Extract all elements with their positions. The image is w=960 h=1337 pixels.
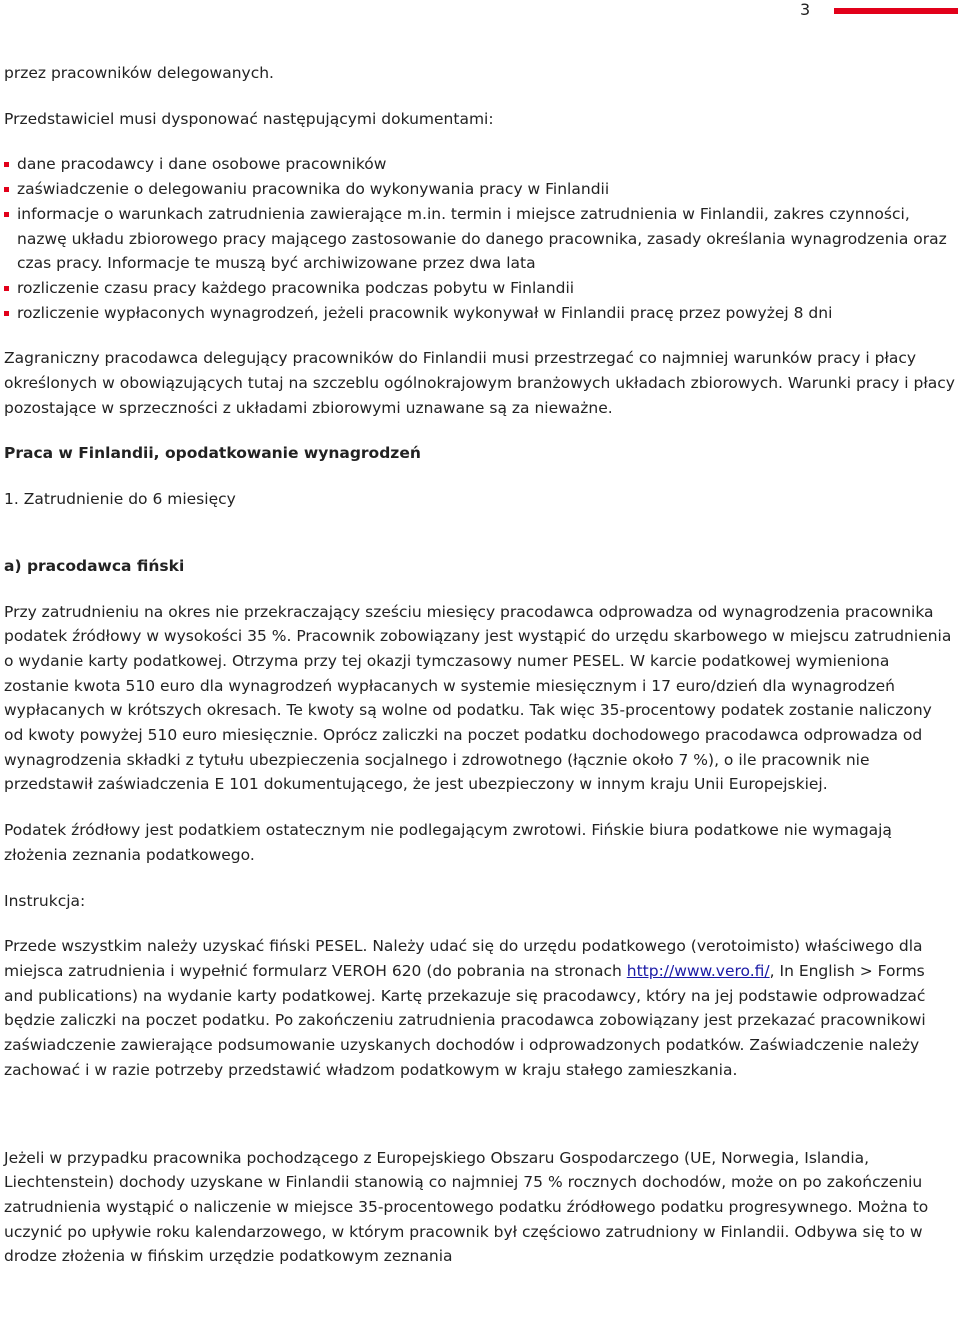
eea-paragraph: Jeżeli w przypadku pracownika pochodzącego z Europejskiego Obszaru Gospodarczego (UE, Norwegia, Islandia, Liechtenstein) dochody uzyskane w Finlandii stanowią co najmniej 75 % rocznych dochodów, może on po zakończeniu zatrudnienia wystąpić o naliczenie w miejsce 35-procentowego podatku źródłowego podatku progresywnego. Można to uczynić po upływie roku kalendarzowego, w którym pracownik był częściowo zatrudniony w Finlandii. Odbywa się to w drodze złożenia w fińskim urzędzie podatkowym zeznania <box>4 1148 929 1266</box>
list-item: dane pracodawcy i dane osobowe pracowników <box>4 152 956 177</box>
page-number: 3 <box>800 0 811 19</box>
header-accent-bar <box>834 8 958 14</box>
final-tax-paragraph: Podatek źródłowy jest podatkiem ostatecznym nie podlegającym zwrotowi. Fińskie biura podatkowe nie wymagają złożenia zeznania podatkowego. <box>4 821 892 864</box>
subsection-heading-1: 1. Zatrudnienie do 6 miesięcy <box>4 490 236 509</box>
intro-line-1: przez pracowników delegowanych. <box>4 64 274 82</box>
documents-list <box>4 152 956 325</box>
list-item: rozliczenie czasu pracy każdego pracownika podczas pobytu w Finlandii <box>4 276 956 301</box>
intro-line-2: Przedstawiciel musi dysponować następującymi dokumentami: <box>4 109 494 128</box>
vero-link[interactable]: http://www.vero.fi/ <box>626 961 770 980</box>
list-item: informacje o warunkach zatrudnienia zawierające m.in. termin i miejsce zatrudnienia w Finlandii, zakres czynności, nazwę układu zbiorowego pracy mającego zastosowanie do danego pracownika, zasady określania wynagrodzenia oraz czas pracy. Informacje te muszą być archiwizowane przez dwa lata <box>4 202 956 276</box>
section-heading: Praca w Finlandii, opodatkowanie wynagrodzeń <box>4 444 421 463</box>
tax-paragraph: Przy zatrudnieniu na okres nie przekraczający sześciu miesięcy pracodawca odprowadza od wynagrodzenia pracownika podatek źródłowy w wysokości 35 %. Pracownik zobowiązany jest wystąpić do urzędu skarbowego w miejscu zatrudnienia o wydanie karty podatkowej. Otrzyma przy tej okazji tymczasowy numer PESEL. W karcie podatkowej wymieniona zostanie kwota 510 euro dla wynagrodzeń wypłacanych w systemie miesięcznym i 17 euro/dzień dla wynagrodzeń wypłacanych w krótszych okresach. Te kwoty są wolne od podatku. Tak więc 35-procentowy podatek zostanie naliczony od kwoty powyżej 510 euro miesięcznie. Oprócz zaliczki na poczet podatku dochodowego pracodawca odprowadza od wynagrodzenia składki z tytułu ubezpieczenia socjalnego i zdrowotnego (łącznie około 7 %), o ile pracownik nie przedstawił zaświadczenia E 101 dokumentującego, że jest ubezpieczony w innym kraju Unii Europejskiej. <box>4 602 952 794</box>
instructions-paragraph <box>4 934 956 1082</box>
conditions-paragraph: Zagraniczny pracodawca delegujący pracowników do Finlandii musi przestrzegać co najmniej warunków pracy i płacy określonych w obowiązujących tutaj na szczeblu ogólnokrajowym branżowych układach zbiorowych. Warunki pracy i płacy pozostające w sprzeczności z układami zbiorowymi uznawane są za nieważne. <box>4 349 955 417</box>
instructions-text-part-1: Przede wszystkim należy uzyskać fiński PESEL. Należy udać się do urzędu podatkowego (verotoimisto) właściwego dla miejsca zatrudnienia i wypełnić formularz VEROH 620 (do pobrania na stronach <box>4 937 923 980</box>
list-item: rozliczenie wypłaconych wynagrodzeń, jeżeli pracownik wykonywał w Finlandii pracę przez powyżej 8 dni <box>4 301 956 326</box>
instructions-text-part-2: , In English > Forms and publications) na wydanie karty podatkowej. Kartę przekazuje się pracodawcy, który na jej podstawie odprowadzać będzie zaliczki na poczet podatku. Po zakończeniu zatrudnienia pracodawca zobowiązany jest przekazać pracownikowi zaświadczenie zawierające podsumowanie uzyskanych dochodów i odprowadzonych podatków. Zaświadczenie należy zachować i w razie potrzeby przedstawić władzom podatkowym w kraju stałego zamieszkania. <box>4 961 926 1079</box>
list-item: zaświadczenie o delegowaniu pracownika do wykonywania pracy w Finlandii <box>4 177 956 202</box>
instructions-label: Instrukcja: <box>4 891 86 910</box>
document-body <box>4 61 956 1269</box>
subsection-heading-a: a) pracodawca fiński <box>4 556 185 575</box>
